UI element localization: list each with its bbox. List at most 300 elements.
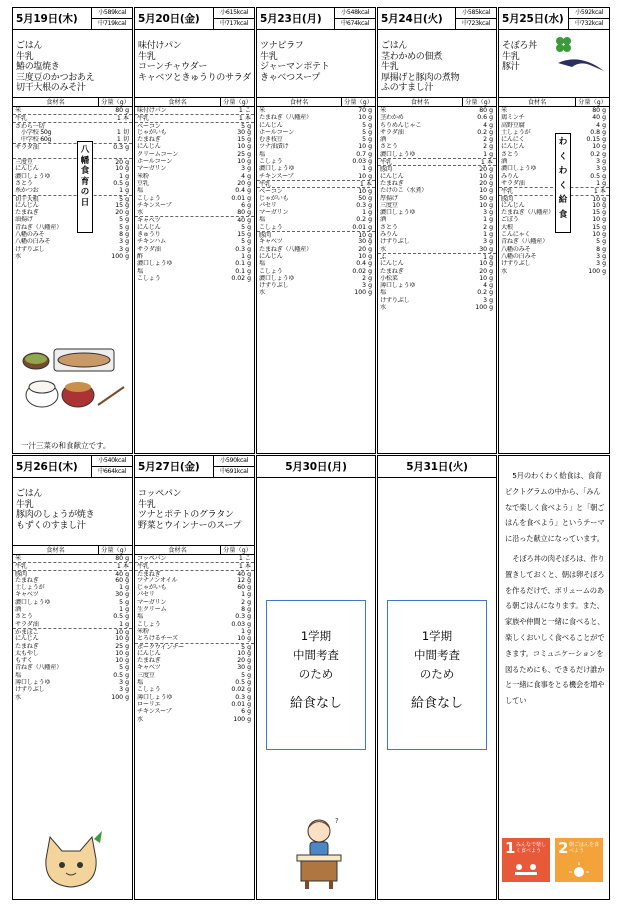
ingredient-qty: 5 g (241, 238, 251, 246)
table-row (499, 268, 609, 275)
ingredient-qty: 10 g (115, 165, 129, 173)
ingredient-name: 酢 (137, 252, 143, 260)
table-row (135, 708, 254, 715)
table-row (499, 143, 609, 150)
ingredient-table (135, 546, 254, 723)
table-row (257, 173, 375, 180)
table-row (378, 114, 496, 121)
ingredient-qty: 15 g (115, 201, 129, 209)
ingredient-name: たまねぎ（八幡産） (259, 245, 312, 253)
table-row (13, 643, 132, 650)
table-row (378, 143, 496, 150)
table-row (135, 664, 254, 671)
menu-item: 鰆の塩焼き (16, 62, 60, 72)
ingredient-name: にんじん (259, 252, 283, 260)
ingredient-qty: 10 g (237, 649, 251, 657)
ingredient-qty: 1 本 (238, 563, 251, 571)
ingredient-qty: 10 g (358, 252, 372, 260)
table-row (257, 289, 375, 296)
ingredient-name: にんじん (137, 143, 161, 151)
ingredient-name: 水 (15, 252, 21, 260)
table-row (13, 650, 132, 657)
calorie-elementary: 小592kcal (569, 8, 609, 19)
table-row (135, 577, 254, 584)
table-row (257, 143, 375, 150)
table-row (13, 679, 132, 686)
ingredient-qty: 10 g (592, 195, 606, 203)
ingredient-name: 濃口しょうゆ (380, 150, 416, 158)
table-row (13, 231, 132, 238)
calorie-elementary: 小590kcal (214, 456, 254, 467)
table-row (13, 136, 132, 143)
table-row (257, 209, 375, 216)
table-header: 食材名 分量（g） (13, 98, 132, 107)
ingredient-name: 酒 (501, 158, 507, 166)
ingredient-table (13, 546, 132, 701)
ingredient-qty: 10 g (479, 187, 493, 195)
ingredient-qty: 10 g (115, 649, 129, 657)
table-row (257, 195, 375, 202)
ingredient-name: マーガリン (137, 598, 167, 606)
ingredient-name: にんじん (380, 260, 404, 268)
menu-list (13, 30, 132, 98)
ingredient-name: ツナノンオイル (137, 576, 178, 584)
date-label: 5月23日(月) (260, 13, 322, 25)
ingredient-qty: 5 g (362, 121, 372, 129)
ingredient-qty: 40 g (237, 217, 251, 225)
ingredient-qty: 5 g (119, 223, 129, 231)
table-row (135, 114, 254, 121)
table-header: 食材名 分量（g） (135, 546, 254, 555)
table-row (499, 151, 609, 158)
ingredient-qty: 80 g (115, 555, 129, 562)
ingredient-name: 濃口しょうゆ (15, 598, 51, 606)
ingredient-name: じゃがいも (259, 194, 289, 202)
ingredient-name: 米粉 (137, 172, 149, 180)
menu-item: もずくのすまし汁 (16, 520, 86, 531)
ingredient-qty: 15 g (237, 231, 251, 239)
table-row (13, 635, 132, 642)
table-row (257, 129, 375, 136)
ingredient-name: 牛乳 (15, 563, 27, 570)
svg-text:?: ? (335, 817, 339, 825)
ingredient-qty: 10 g (115, 628, 129, 636)
menu-list (378, 30, 496, 98)
ingredient-qty: 20 g (479, 267, 493, 275)
ingredient-qty: 5 g (119, 216, 129, 224)
ingredient-qty: 10 g (358, 172, 372, 180)
ingredient-qty: 5 g (241, 671, 251, 679)
ingredient-name: たまねぎ (15, 576, 39, 584)
ingredient-name: 塩 (380, 289, 386, 297)
ingredient-name: 薄口しょうゆ (137, 693, 173, 701)
ingredient-qty: 5 g (362, 136, 372, 144)
menu-list (135, 30, 254, 98)
ingredient-qty: 0.5 g (113, 671, 129, 679)
table-row (257, 253, 375, 260)
ingredient-name: サラダ油 (15, 144, 39, 151)
table-row (135, 621, 254, 628)
ingredient-name: たまねぎ（八幡産） (259, 114, 312, 122)
ingredient-name: コッペパン (137, 555, 167, 562)
ingredient-qty: 15 g (237, 136, 251, 144)
ingredient-name: マーガリン (259, 209, 289, 217)
ingredient-qty: 10 g (479, 172, 493, 180)
ingredient-name: けずりぶし (380, 296, 410, 304)
ingredient-name: 濃口しょうゆ (501, 165, 537, 173)
table-row (257, 165, 375, 172)
ingredient-table (499, 98, 609, 275)
ingredient-qty: 8 g (119, 231, 129, 239)
ingredient-name: むき枝豆 (259, 136, 283, 144)
table-row (135, 562, 254, 569)
ingredient-name: こしょう (259, 267, 283, 275)
ingredient-name: かまぼこ (15, 628, 39, 636)
ingredient-qty: 1 g (483, 150, 493, 158)
menu-item: 牛乳 (260, 51, 278, 62)
ingredient-name: 土しょうが (15, 584, 45, 592)
date-label: 5月20日(金) (138, 13, 200, 25)
ingredient-qty: 40 g (592, 114, 606, 122)
menu-item: そぼろ丼 (502, 41, 537, 51)
table-row (135, 246, 254, 253)
ingredient-qty: 6 g (241, 201, 251, 209)
ingredient-qty: 3 g (362, 282, 372, 290)
ingredient-name: 厚揚げ (380, 194, 398, 202)
ingredient-name: 牛乳 (501, 188, 513, 195)
table-row (135, 570, 254, 577)
menu-item: ツナとポテトのグラタン (138, 510, 234, 520)
ingredient-qty: 10 g (479, 260, 493, 268)
table-row (499, 129, 609, 136)
table-row (499, 165, 609, 172)
ingredient-name: こしょう (137, 686, 161, 694)
ingredient-qty: 3 g (596, 158, 606, 166)
table-row (135, 555, 254, 562)
menu-item: ジャーマンポテト (260, 62, 330, 72)
ingredient-qty: 10 g (592, 143, 606, 151)
ingredient-qty: 25 g (237, 150, 251, 158)
ingredient-qty: 30 g (358, 238, 372, 246)
table-row (378, 231, 496, 238)
ingredient-qty: 0.5 g (590, 172, 606, 180)
ingredient-qty: 5 g (119, 664, 129, 672)
ingredient-qty: 1 g (483, 253, 493, 261)
ingredient-qty: 10 g (592, 216, 606, 224)
vertical-label-wakuwaku: わ く わ く 給 食 (555, 133, 571, 233)
table-row (499, 195, 609, 202)
ingredient-qty: 10 g (358, 188, 372, 196)
ingredient-qty: 30 g (479, 245, 493, 253)
ingredient-name: にんじん (137, 223, 161, 231)
table-row (257, 202, 375, 209)
ingredient-name: 塩 (137, 187, 143, 195)
ingredient-name: 水 (380, 245, 386, 253)
ingredient-name: じゃがいも (137, 584, 167, 592)
ingredient-qty: 15 g (592, 223, 606, 231)
calorie-junior-high: 中717kcal (219, 19, 249, 27)
ingredient-qty: 100 g (233, 715, 251, 723)
ingredient-qty: 0.15 g (586, 136, 606, 144)
day-header (378, 8, 496, 30)
day-card-may30 (256, 455, 376, 900)
ingredient-name: 大根 (501, 223, 513, 231)
ingredient-qty: 0.5 g (235, 679, 251, 687)
ingredient-name: さとう (380, 143, 398, 151)
menu-item: ごはん (381, 41, 408, 51)
ingredient-qty: 10 g (358, 114, 372, 122)
ingredient-name: サラダ油 (380, 128, 404, 136)
ingredient-name: 三度豆 (15, 159, 33, 166)
ingredient-name: クリームコーン (137, 150, 179, 158)
ingredient-qty: 10 g (237, 143, 251, 151)
ingredient-qty: 5 g (596, 238, 606, 246)
table-row (499, 158, 609, 165)
calorie-elementary: 小548kcal (335, 8, 375, 19)
table-row (135, 151, 254, 158)
ingredient-qty: 0.5 g (113, 179, 129, 187)
day-header (13, 8, 132, 30)
table-row (257, 238, 375, 245)
ingredient-qty: 0.6 g (477, 114, 493, 122)
date-label: 5月31日(火) (406, 461, 468, 473)
ingredient-qty: 100 g (475, 304, 493, 312)
calorie-box (568, 8, 609, 29)
menu-item: 牛乳 (16, 499, 34, 510)
menu-item: 牛乳 (381, 62, 399, 72)
sun-icon (564, 862, 594, 878)
ingredient-qty: 3 g (241, 165, 251, 173)
ingredient-name: 濃口しょうゆ (259, 165, 295, 173)
menu-item: ごはん (16, 489, 43, 499)
ingredient-qty: 30 g (237, 664, 251, 672)
ingredient-qty: 15 g (592, 209, 606, 217)
table-row (135, 129, 254, 136)
ingredient-name: 水 (137, 209, 143, 217)
table-row (378, 187, 496, 194)
day-card-may20 (134, 7, 255, 454)
ingredient-name: ベーコン (137, 122, 161, 129)
table-row (135, 275, 254, 282)
calorie-box (334, 8, 375, 29)
ingredient-name: キャベツ (259, 238, 283, 246)
table-row (135, 107, 254, 114)
table-row (13, 224, 132, 231)
ingredient-name: 豚肉 (380, 166, 392, 173)
ingredient-name: 濃口しょうゆ (15, 172, 51, 180)
table-row (135, 650, 254, 657)
ingredient-qty: 1 g (483, 231, 493, 239)
table-row (13, 584, 132, 591)
menu-item: 野菜とウインナーのスープ (138, 520, 242, 531)
calorie-junior-high: 中719kcal (97, 19, 127, 27)
table-row (135, 253, 254, 260)
ingredient-qty: 80 g (237, 209, 251, 217)
table-row (378, 260, 496, 267)
ingredient-qty: 0.03 g (352, 158, 372, 166)
ingredient-name: ポークウインナー (137, 643, 184, 650)
ingredient-qty: 0.2 g (356, 216, 372, 224)
japanese-meal-illustration (20, 347, 125, 427)
menu-item: コッペパン (138, 489, 182, 499)
ingredient-name: きゅうり (137, 231, 161, 239)
ingredient-name: 茎わかめ (380, 114, 404, 122)
ingredient-name: ベーコン (259, 188, 283, 195)
ingredient-qty: 0.3 g (235, 245, 251, 253)
ingredient-name: 米 (15, 107, 21, 114)
ingredient-qty: 1 g (119, 187, 129, 195)
table-row (13, 187, 132, 194)
no-lunch-box: 1学期 中間考査 のため 給食なし (266, 600, 366, 750)
calorie-elementary: 小540kcal (92, 456, 132, 467)
ingredient-name: もずく (15, 657, 33, 665)
ingredient-name: にんにく (501, 136, 525, 144)
ingredient-qty: 0.3 g (356, 201, 372, 209)
ingredient-name: 牛乳 (137, 563, 149, 570)
cat-mascot-illustration (36, 829, 106, 899)
ingredient-qty: 30 g (237, 128, 251, 136)
table-row (135, 260, 254, 267)
ingredient-qty: 100 g (111, 252, 129, 260)
ingredient-name: たまねぎ (380, 179, 404, 187)
ingredient-name: けずりぶし (15, 245, 45, 253)
family-icon (511, 862, 541, 878)
ingredient-name: さとう (15, 179, 33, 187)
ingredient-qty: 1 切 (116, 136, 129, 144)
ingredient-name: 太もやし (15, 649, 39, 657)
table-row (378, 129, 496, 136)
ingredient-qty: 4 g (241, 172, 251, 180)
ingredient-qty: 10 g (237, 158, 251, 166)
ingredient-name: 薄口しょうゆ (380, 282, 416, 290)
ingredient-name: 八幡のみそ (15, 231, 45, 239)
table-row (13, 613, 132, 620)
ingredient-qty: 3 g (483, 296, 493, 304)
table-row (135, 143, 254, 150)
menu-item: 牛乳 (138, 51, 156, 62)
ingredient-table (378, 98, 496, 311)
table-header: 食材名 分量（g） (257, 98, 375, 107)
table-row (13, 555, 132, 562)
ingredient-qty: 1 g (241, 252, 251, 260)
ingredient-qty: 10 g (115, 635, 129, 643)
table-row (378, 173, 496, 180)
ingredient-qty: 2 g (241, 598, 251, 606)
ingredient-name: 塩 (259, 150, 265, 158)
calorie-elementary: 小589kcal (92, 8, 132, 19)
table-row (257, 260, 375, 267)
ingredient-qty: 80 g (592, 107, 606, 114)
ingredient-qty: 0.01 g (231, 700, 251, 708)
ingredient-name: 青ねぎ（八幡産） (15, 664, 63, 672)
table-row (257, 107, 375, 114)
ingredient-qty: 3 g (596, 165, 606, 173)
ingredient-name: ホールコーン (259, 128, 295, 136)
ingredient-name: 豚肉 (259, 232, 271, 239)
table-row (13, 253, 132, 260)
ingredient-name: 米 (380, 107, 386, 114)
table-row (378, 268, 496, 275)
table-row (499, 216, 609, 223)
ingredient-qty: 1 本 (593, 188, 606, 196)
ingredient-name: さわら一切 (15, 122, 45, 129)
ingredient-name: 小松菜 (380, 274, 398, 282)
ingredient-qty: 0.4 g (356, 260, 372, 268)
table-row (257, 136, 375, 143)
ingredient-name: チキンスープ (137, 708, 172, 716)
ingredient-qty: 1 こ (238, 107, 251, 114)
table-row (257, 187, 375, 194)
ingredient-name: 八幡のみそ (501, 245, 531, 253)
table-row (257, 224, 375, 231)
ingredient-qty: 8 g (596, 245, 606, 253)
menu-item: ふのすまし汁 (381, 83, 434, 93)
calorie-junior-high: 中664kcal (97, 467, 127, 475)
table-row (257, 151, 375, 158)
table-row (13, 621, 132, 628)
ingredient-name: にんじん (137, 649, 161, 657)
ingredient-qty: 0.02 g (352, 267, 372, 275)
table-row (13, 238, 132, 245)
table-row (135, 591, 254, 598)
ingredient-qty: 40 g (115, 570, 129, 578)
table-row (378, 195, 496, 202)
ingredient-name: ふ (380, 253, 386, 261)
ingredient-qty: 60 g (237, 584, 251, 592)
ingredient-qty: 1 本 (238, 115, 251, 123)
ingredient-name: じゃがいも (137, 128, 167, 136)
table-header: 食材名 分量（g） (499, 98, 609, 107)
table-row (13, 628, 132, 635)
ingredient-name: キャベツ (15, 591, 39, 599)
ingredient-name: 水 (259, 289, 265, 297)
ingredient-qty: 0.01 g (352, 223, 372, 231)
table-row (499, 260, 609, 267)
table-row (135, 122, 254, 129)
table-row (257, 158, 375, 165)
date-label: 5月25日(水) (502, 13, 564, 25)
table-row (499, 224, 609, 231)
table-row (378, 246, 496, 253)
table-row (499, 246, 609, 253)
ingredient-qty: 0.5 g (113, 613, 129, 621)
ingredient-name: 三度豆 (380, 201, 398, 209)
vertical-label-shokuiku: 八 幡 食 育 の 日 (77, 141, 93, 233)
ingredient-name: たけのこ（水煮） (380, 187, 428, 195)
ingredient-name: 牛乳 (380, 159, 392, 166)
pictogram-eat-together: 1 みんなで楽しく食べよう (502, 838, 550, 882)
clover-swallow-illustration (550, 33, 610, 77)
ingredient-qty: 1 g (362, 165, 372, 173)
day-card-may27 (134, 455, 255, 900)
ingredient-qty: 50 g (479, 194, 493, 202)
table-row (135, 635, 254, 642)
ingredient-qty: 100 g (354, 289, 372, 297)
table-row (378, 151, 496, 158)
ingredient-name: さとう (380, 223, 398, 231)
studying-child-illustration (283, 811, 353, 891)
ingredient-qty: 1 本 (116, 563, 129, 571)
ingredient-name: 塩 (15, 671, 21, 679)
ingredient-qty: 0.4 g (235, 187, 251, 195)
ingredient-qty: 0.2 g (477, 289, 493, 297)
ingredient-qty: 1 本 (116, 115, 129, 123)
table-row (13, 591, 132, 598)
ingredient-qty: 1 本 (359, 180, 372, 188)
ingredient-qty: 4 g (596, 121, 606, 129)
ingredient-qty: 3 g (483, 209, 493, 217)
ingredient-qty: 60 g (115, 576, 129, 584)
